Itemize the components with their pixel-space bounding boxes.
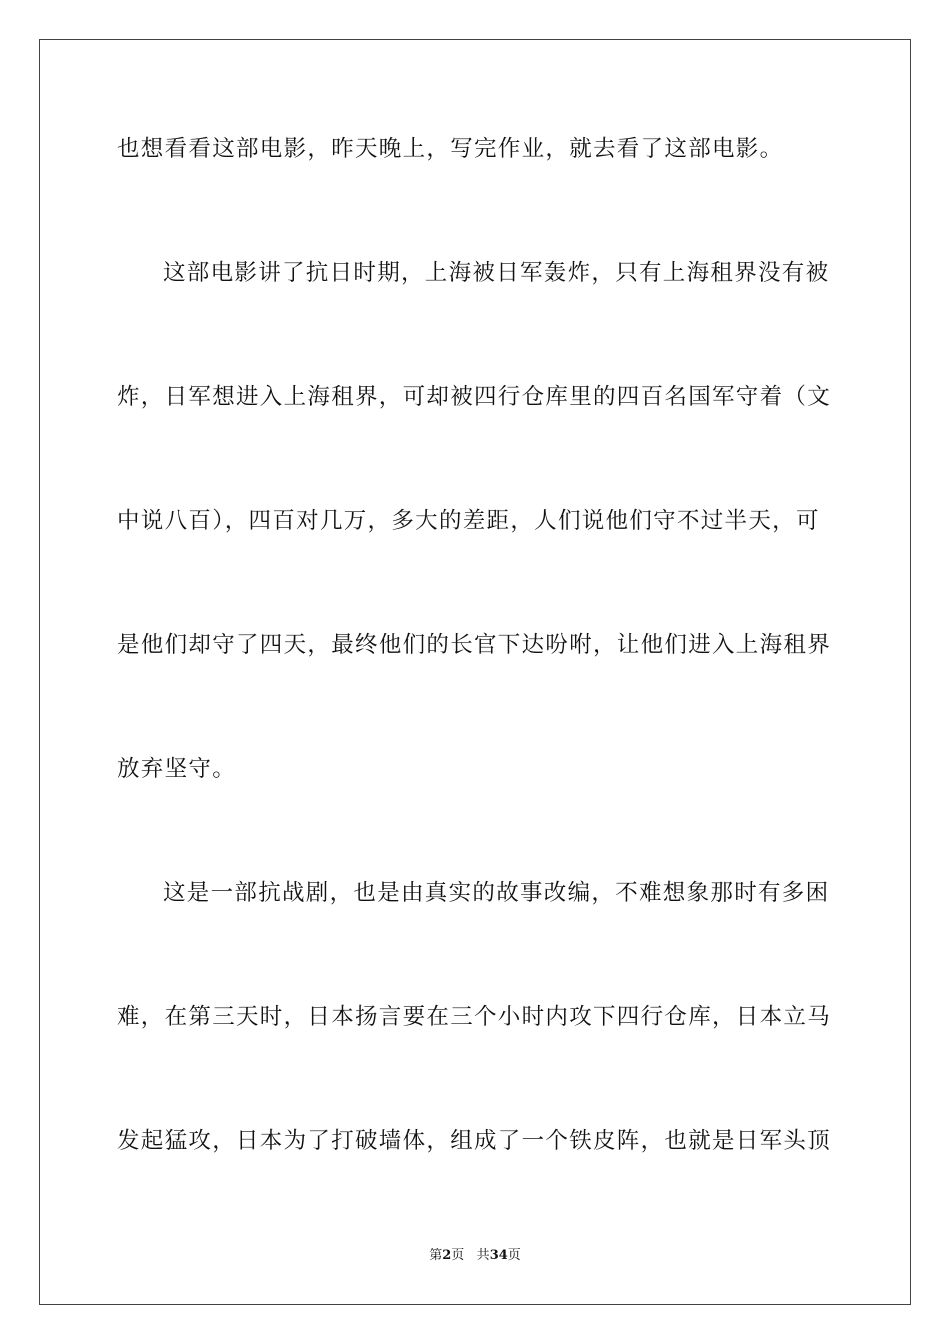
- text-line: 这是一部抗战剧，也是由真实的故事改编，不难想象那时有多困: [163, 880, 830, 906]
- page-footer: [0, 1247, 950, 1265]
- text-line: 发起猛攻，日本为了打破墙体，组成了一个铁皮阵，也就是日军头顶: [117, 1128, 832, 1154]
- page-border: [39, 39, 911, 1305]
- text-line: 中说八百），四百对几万，多大的差距，人们说他们守不过半天，可: [117, 508, 820, 534]
- page-suffix: 页: [451, 1248, 465, 1263]
- total-suffix: 页: [507, 1248, 521, 1263]
- page-prefix: 第: [429, 1248, 443, 1263]
- total-pages: 34: [489, 1248, 508, 1263]
- text-line: 是他们却守了四天，最终他们的长官下达吩咐，让他们进入上海租界: [117, 632, 832, 658]
- text-line: 也想看看这部电影，昨天晚上，写完作业，就去看了这部电影。: [117, 136, 784, 162]
- page-number: 2: [442, 1248, 452, 1263]
- text-line: 难，在第三天时，日本扬言要在三个小时内攻下四行仓库，日本立马: [117, 1004, 832, 1030]
- text-line: 放弃坚守。: [117, 756, 237, 782]
- text-line: 炸，日军想进入上海租界，可却被四行仓库里的四百名国军守着（文: [117, 384, 832, 410]
- text-line: 这部电影讲了抗日时期，上海被日军轰炸，只有上海租界没有被: [163, 260, 830, 286]
- total-prefix: 共: [476, 1248, 490, 1263]
